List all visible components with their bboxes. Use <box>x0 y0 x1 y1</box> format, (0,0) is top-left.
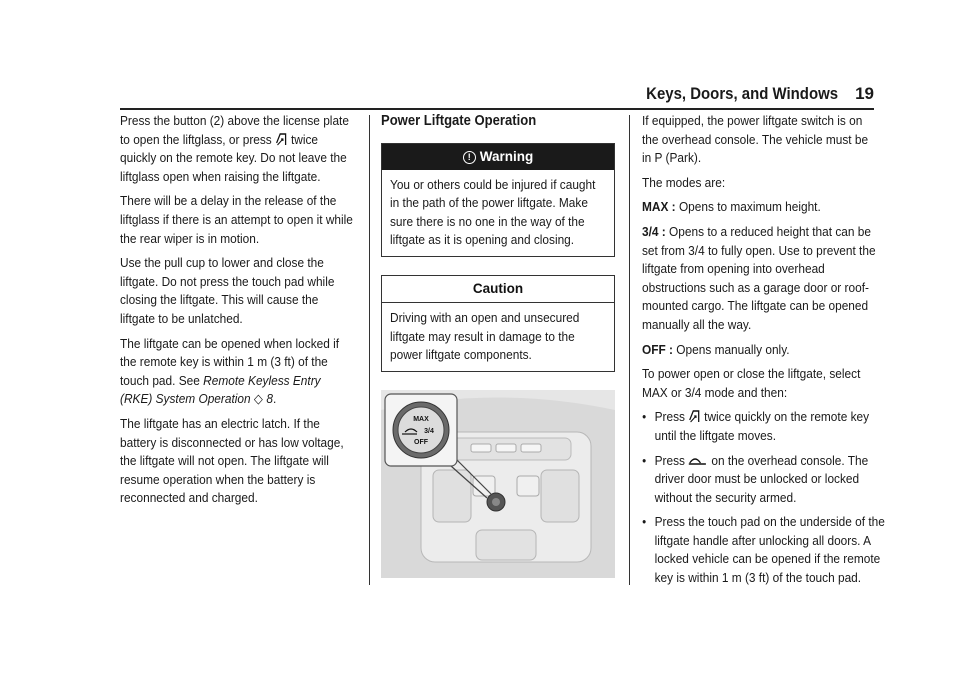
liftgate-icon <box>275 131 288 147</box>
paragraph: There will be a delay in the release of the liftglass if there is an attempt to open it while the rear wiper is in motion. <box>120 193 353 246</box>
paragraph: To power open or close the liftgate, select MAX or 3/4 mode and then: <box>642 366 861 400</box>
warning-icon: ! <box>463 151 476 164</box>
mode-label-off: OFF <box>414 438 428 446</box>
mode-label-3-4: 3/4 <box>424 427 434 435</box>
mode-max-description: MAX : Opens to maximum height. <box>642 199 821 215</box>
cross-reference-link[interactable]: Remote Keyless Entry (RKE) System Operation <box>120 372 321 407</box>
paragraph: The liftgate can be opened when locked if the remote key is within 1 m (3 ft) of the touch pad. See Remote Keyless Entry (RKE) System Operation ◇ 8. <box>120 335 340 407</box>
mode-off-description: OFF : Opens manually only. <box>642 341 790 357</box>
caution-box <box>381 275 615 372</box>
header-rule <box>120 108 874 110</box>
paragraph: Use the pull cup to lower and close the liftgate. Do not press the touch pad while closing the liftgate. This will cause the liftgate to be unlatched. <box>120 255 335 326</box>
liftgate-console-icon <box>688 454 708 466</box>
column-divider <box>629 115 630 585</box>
page-ref-icon: ◇ <box>253 391 264 407</box>
page-header <box>0 80 960 110</box>
warning-header: ! Warning <box>382 144 614 170</box>
section-heading: Power Liftgate Operation <box>381 113 537 129</box>
liftgate-icon <box>688 408 701 424</box>
paragraph: The modes are: <box>642 174 726 190</box>
column-right <box>642 112 885 594</box>
column-divider <box>369 115 370 585</box>
column-left <box>120 112 356 514</box>
bullet-item: ● Press the touch pad on the underside of the liftgate handle after unlocking all doors. A locked vehicle can be opened if the remote key is within 1 m (3 ft) of the touch pad. <box>642 513 890 587</box>
caution-text: Driving with an open and unsecured liftgate may result in damage to the power liftgate components. <box>390 309 580 363</box>
mode-3-4-description: 3/4 : Opens to a reduced height that can be set from 3/4 to fully open. Use to prevent the liftgate from opening into overhead obstructions such as a garage door or roof-mounted cargo. The liftgate can be opened manually all the way. <box>642 223 876 332</box>
console-drawing <box>381 390 615 578</box>
column-middle <box>381 112 615 578</box>
page-number: 19 <box>855 84 874 103</box>
overhead-console-illustration <box>381 390 615 578</box>
section-title: Keys, Doors, and Windows <box>646 84 838 103</box>
mode-label-max: MAX <box>413 415 429 423</box>
paragraph: Press the button (2) above the license plate to open the liftglass, or press twice quickly on the remote key. Do not leave the liftglass open when raising the liftgate. <box>120 113 349 184</box>
paragraph: If equipped, the power liftgate switch is on the overhead console. The vehicle must be in P (Park). <box>642 113 869 166</box>
page-ref-number[interactable]: 8 <box>266 391 273 407</box>
bullet-item: ● Press on the overhead console. The driver door must be unlocked or locked without the security armed. <box>642 452 890 508</box>
caution-header: Caution <box>382 276 614 303</box>
bullet-item: ● Press twice quickly on the remote key until the liftgate moves. <box>642 408 890 445</box>
warning-text: You or others could be injured if caught in the path of the power liftgate. Make sure there is no one in the way of the liftgate as it is opening and closing. <box>390 176 596 248</box>
paragraph: The liftgate has an electric latch. If the battery is disconnected or has low voltage, the liftgate will not open. The liftgate will resume operation when the battery is reconnected and charged. <box>120 415 344 506</box>
warning-box <box>381 143 615 257</box>
